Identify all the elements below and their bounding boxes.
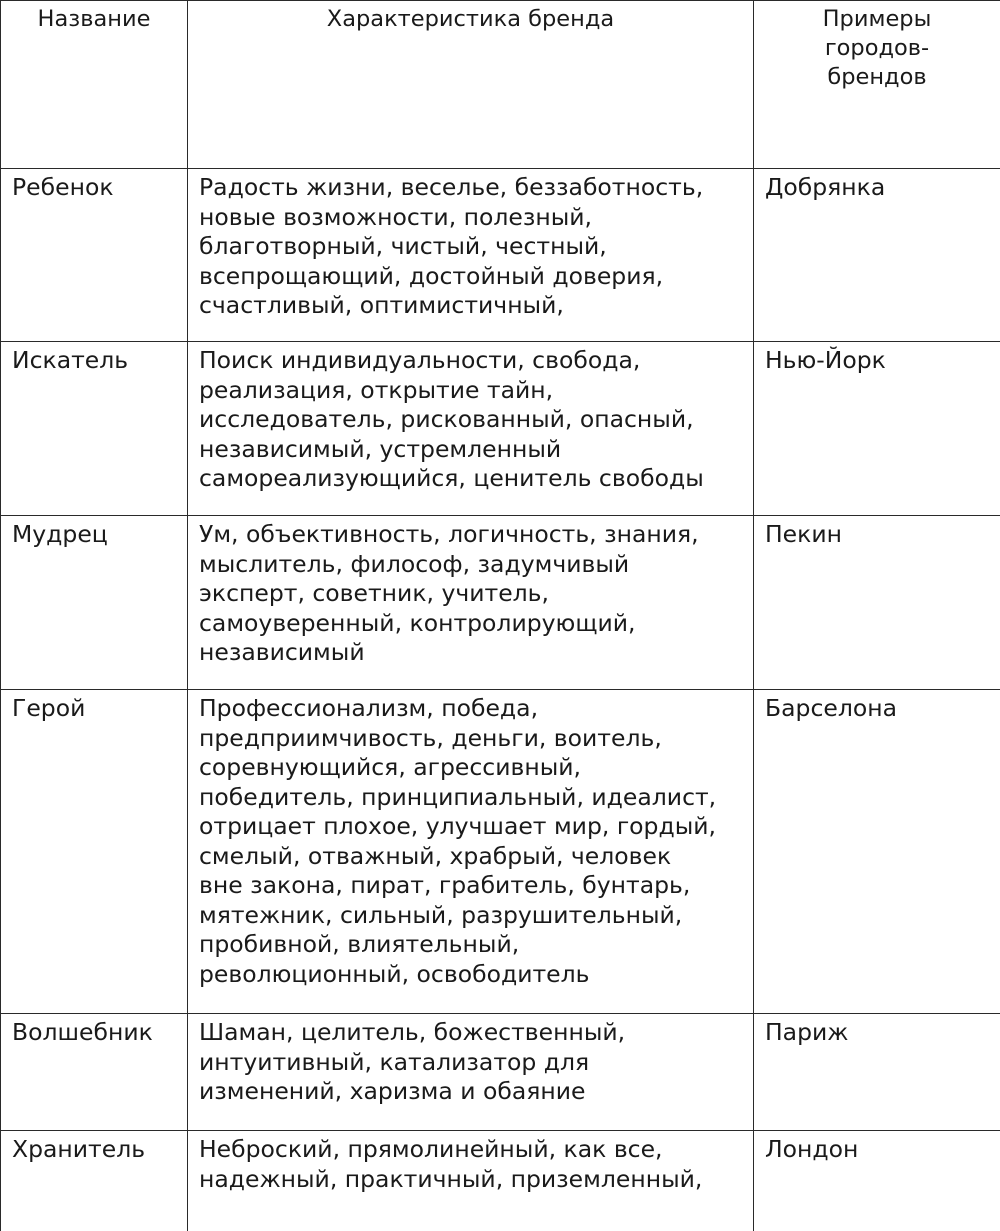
row-example-cell <box>754 342 1000 516</box>
characteristic-line: Шаман, целитель, божественный, <box>199 1018 743 1048</box>
row-name-cell <box>1 1131 188 1231</box>
table-row <box>1 1014 1000 1131</box>
row-characteristic-cell <box>188 690 754 1014</box>
header-examples-cell <box>754 1 1000 169</box>
characteristic-line: независимый, устремленный <box>199 435 743 465</box>
row-name: Мудрец <box>1 516 187 550</box>
characteristic-line: Ум, объективность, логичность, знания, <box>199 520 743 550</box>
table-row <box>1 342 1000 516</box>
row-characteristic <box>188 690 753 989</box>
characteristic-line: Радость жизни, веселье, беззаботность, <box>199 173 743 203</box>
table-row <box>1 690 1000 1014</box>
header-examples-line: Примеры <box>758 5 996 34</box>
characteristic-line: победитель, принципиальный, идеалист, <box>199 783 743 813</box>
row-characteristic-cell <box>188 1131 754 1231</box>
row-example: Лондон <box>754 1131 1000 1165</box>
row-example: Пекин <box>754 516 1000 550</box>
header-name: Название <box>1 1 187 34</box>
row-characteristic-cell <box>188 1014 754 1131</box>
table-row <box>1 516 1000 690</box>
row-example: Барселона <box>754 690 1000 724</box>
row-example: Добрянка <box>754 169 1000 203</box>
characteristic-line: мятежник, сильный, разрушительный, <box>199 901 743 931</box>
characteristic-line: революционный, освободитель <box>199 960 743 990</box>
row-characteristic <box>188 169 753 321</box>
characteristic-line: счастливый, оптимистичный, <box>199 291 743 321</box>
characteristic-line: Неброский, прямолинейный, как все, <box>199 1135 743 1165</box>
table-header-row <box>1 1 1000 169</box>
characteristic-line: вне закона, пират, грабитель, бунтарь, <box>199 871 743 901</box>
row-characteristic-cell <box>188 516 754 690</box>
row-characteristic <box>188 516 753 668</box>
row-example-cell <box>754 1014 1000 1131</box>
table-row <box>1 1131 1000 1231</box>
row-example-cell <box>754 516 1000 690</box>
characteristic-line: всепрощающий, достойный доверия, <box>199 262 743 292</box>
row-characteristic-cell <box>188 342 754 516</box>
header-characteristic-cell <box>188 1 754 169</box>
characteristic-line: соревнующийся, агрессивный, <box>199 753 743 783</box>
characteristic-line: надежный, практичный, приземленный, <box>199 1165 743 1195</box>
row-characteristic-cell <box>188 169 754 342</box>
row-name-cell <box>1 516 188 690</box>
characteristic-line: отрицает плохое, улучшает мир, гордый, <box>199 812 743 842</box>
row-name-cell <box>1 342 188 516</box>
row-example: Нью-Йорк <box>754 342 1000 376</box>
row-name: Волшебник <box>1 1014 187 1048</box>
characteristic-line: эксперт, советник, учитель, <box>199 579 743 609</box>
table-row <box>1 169 1000 342</box>
characteristic-line: независимый <box>199 638 743 668</box>
row-name-cell <box>1 169 188 342</box>
row-characteristic <box>188 1131 753 1194</box>
characteristic-line: исследователь, рискованный, опасный, <box>199 405 743 435</box>
row-example-cell <box>754 690 1000 1014</box>
characteristic-line: интуитивный, катализатор для <box>199 1048 743 1078</box>
row-name: Искатель <box>1 342 187 376</box>
characteristic-line: предприимчивость, деньги, воитель, <box>199 724 743 754</box>
characteristic-line: новые возможности, полезный, <box>199 203 743 233</box>
characteristic-line: самоуверенный, контролирующий, <box>199 609 743 639</box>
characteristic-line: Профессионализм, победа, <box>199 694 743 724</box>
row-name: Хранитель <box>1 1131 187 1165</box>
header-characteristic: Характеристика бренда <box>188 1 753 34</box>
row-example-cell <box>754 169 1000 342</box>
row-name-cell <box>1 1014 188 1131</box>
row-example-cell <box>754 1131 1000 1231</box>
header-examples <box>754 1 1000 92</box>
row-name-cell <box>1 690 188 1014</box>
header-examples-line: городов- <box>758 34 996 63</box>
characteristic-line: самореализующийся, ценитель свободы <box>199 464 743 494</box>
characteristic-line: реализация, открытие тайн, <box>199 376 743 406</box>
row-example: Париж <box>754 1014 1000 1048</box>
characteristic-line: благотворный, чистый, честный, <box>199 232 743 262</box>
row-characteristic <box>188 342 753 494</box>
characteristic-line: мыслитель, философ, задумчивый <box>199 550 743 580</box>
header-examples-line: брендов <box>758 63 996 92</box>
row-name: Герой <box>1 690 187 724</box>
characteristic-line: смелый, отважный, храбрый, человек <box>199 842 743 872</box>
characteristic-line: пробивной, влиятельный, <box>199 930 743 960</box>
characteristic-line: изменений, харизма и обаяние <box>199 1077 743 1107</box>
header-name-cell <box>1 1 188 169</box>
row-characteristic <box>188 1014 753 1107</box>
row-name: Ребенок <box>1 169 187 203</box>
characteristic-line: Поиск индивидуальности, свобода, <box>199 346 743 376</box>
